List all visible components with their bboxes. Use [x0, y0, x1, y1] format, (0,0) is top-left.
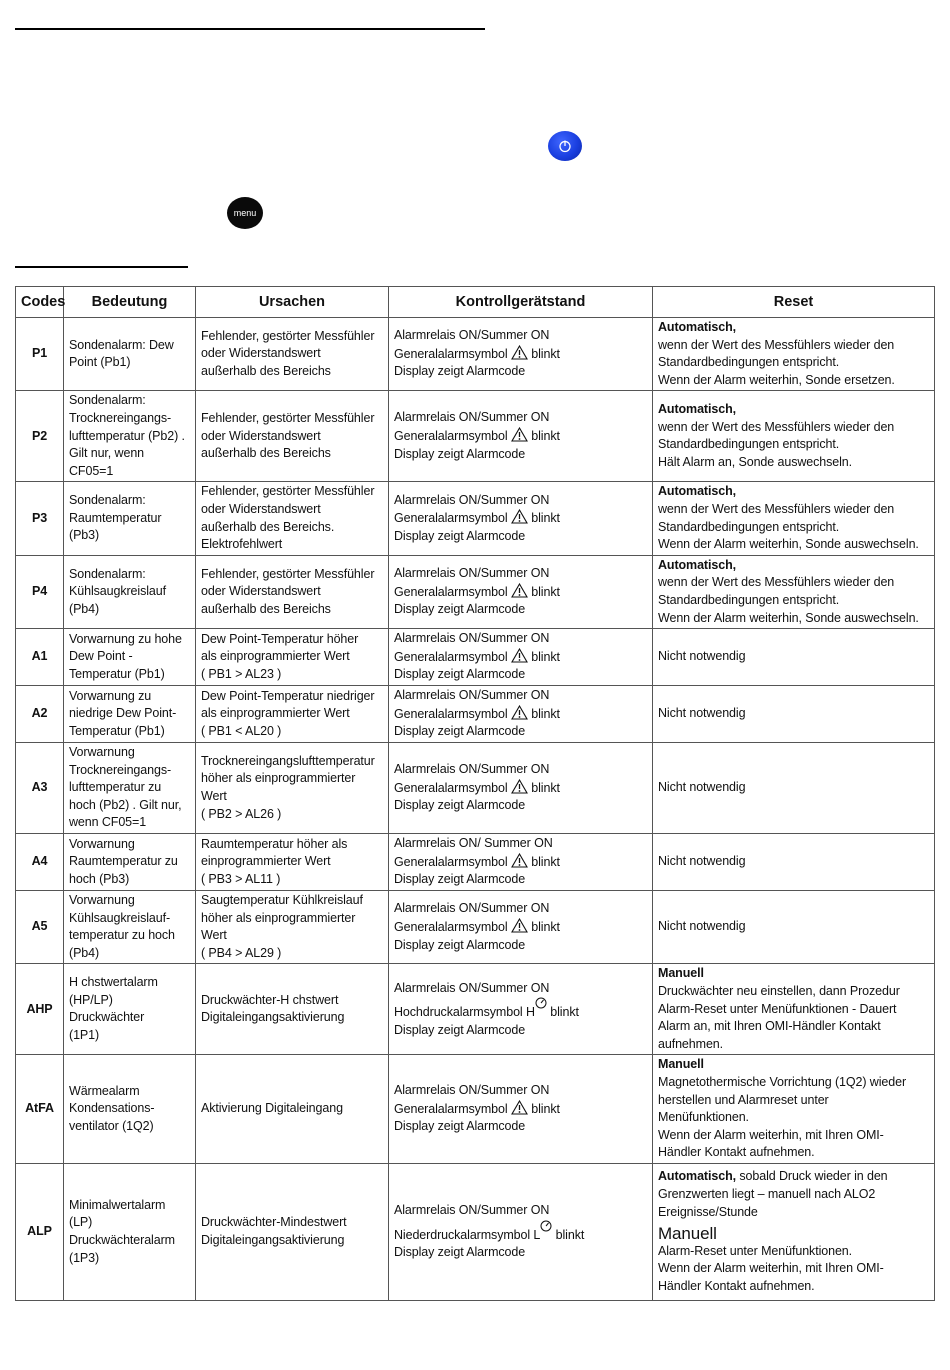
cause-line: Raumtemperatur höher als: [201, 836, 348, 851]
status-symbol-line: [394, 779, 647, 798]
reset-line: wenn der Wert des Messfühlers wieder den: [658, 501, 895, 516]
header-kontrollgeraetstand: Kontrollgerätstand: [389, 287, 653, 318]
code-cell: A4: [16, 834, 64, 891]
meaning-line: CF05=1: [69, 463, 114, 478]
reset-line: wenn der Wert des Messfühlers wieder den: [658, 337, 895, 352]
cause-line: Dew Point-Temperatur niedriger: [201, 688, 375, 703]
reset-head: Manuell: [658, 1057, 704, 1072]
cause-line: ( PB1 > AL23 ): [201, 666, 282, 681]
cause-line: Fehlender, gestörter Messfühler: [201, 566, 375, 581]
causes-cell: [196, 555, 389, 628]
meaning-line: Temperatur (Pb1): [69, 666, 165, 681]
reset-cell: [653, 891, 935, 964]
meaning-line: (HP/LP): [69, 992, 113, 1007]
reset-cell: [653, 834, 935, 891]
cause-line: Digitaleingangsaktivierung: [201, 1232, 345, 1247]
meaning-cell: [64, 686, 196, 743]
meaning-line: Vorwarnung: [69, 745, 135, 760]
table-row: [16, 482, 935, 555]
reset-cell: [653, 686, 935, 743]
meaning-cell: [64, 629, 196, 686]
cause-line: ( PB2 > AL26 ): [201, 806, 282, 821]
table-row: [16, 743, 935, 834]
status-symbol-line: [394, 705, 647, 724]
meaning-line: (Pb4): [69, 945, 100, 960]
cause-line: oder Widerstandswert: [201, 428, 321, 443]
status-blink-text: blinkt: [527, 584, 560, 599]
status-line: Display zeigt Alarmcode: [394, 528, 526, 543]
reset-text: Nicht notwendig: [658, 706, 746, 721]
table-row: [16, 964, 935, 1055]
causes-cell: [196, 891, 389, 964]
status-line: Display zeigt Alarmcode: [394, 667, 526, 682]
status-cell: [389, 834, 653, 891]
cause-line: Elektrofehlwert: [201, 537, 283, 552]
reset-line: Grenzwerten liegt – manuell nach ALO2: [658, 1186, 876, 1201]
status-line: Display zeigt Alarmcode: [394, 602, 526, 617]
status-line: Alarmrelais ON/Summer ON: [394, 1083, 550, 1098]
reset-cell: [653, 1055, 935, 1164]
reset-manual-heading: Manuell: [658, 1224, 717, 1244]
table-header-row: [16, 287, 935, 318]
table-row: [16, 391, 935, 482]
meaning-line: Vorwarnung: [69, 893, 135, 908]
meaning-line: (Pb3): [69, 528, 100, 543]
power-icon: [548, 131, 582, 161]
causes-cell: [196, 391, 389, 482]
cause-line: außerhalb des Bereichs: [201, 446, 331, 461]
meaning-line: temperatur zu hoch: [69, 928, 175, 943]
status-cell: [389, 891, 653, 964]
status-line: Alarmrelais ON/Summer ON: [394, 901, 550, 916]
status-line: Alarmrelais ON/Summer ON: [394, 1203, 550, 1218]
status-blink-text: blinkt: [527, 511, 560, 526]
reset-text: Nicht notwendig: [658, 780, 746, 795]
cause-line: ( PB1 < AL20 ): [201, 723, 282, 738]
cause-line: oder Widerstandswert: [201, 501, 321, 516]
meaning-line: Kühlsaugkreislauf-: [69, 910, 171, 925]
meaning-cell: [64, 555, 196, 628]
status-blink-text: blinkt: [552, 1227, 585, 1242]
meaning-cell: [64, 743, 196, 834]
status-line: Display zeigt Alarmcode: [394, 364, 526, 379]
reset-head: Automatisch,: [658, 484, 736, 499]
meaning-cell: [64, 391, 196, 482]
meaning-line: hoch (Pb3): [69, 871, 130, 886]
meaning-cell: [64, 318, 196, 391]
status-cell: [389, 555, 653, 628]
status-line: Alarmrelais ON/Summer ON: [394, 762, 550, 777]
cause-line: Fehlender, gestörter Messfühler: [201, 328, 375, 343]
cause-line: einprogrammierter Wert: [201, 854, 331, 869]
reset-head: Automatisch,: [658, 1169, 736, 1184]
causes-cell: [196, 834, 389, 891]
reset-cell: [653, 555, 935, 628]
meaning-line: Druckwächter: [69, 1010, 145, 1025]
cause-line: ( PB4 > AL29 ): [201, 945, 282, 960]
status-line: Alarmrelais ON/Summer ON: [394, 566, 550, 581]
status-line: Alarmrelais ON/Summer ON: [394, 980, 550, 995]
table-row: [16, 686, 935, 743]
status-symbol-text: Generalalarmsymbol: [394, 780, 511, 795]
code-cell: A5: [16, 891, 64, 964]
reset-line: wenn der Wert des Messfühlers wieder den: [658, 575, 895, 590]
meaning-line: Minimalwertalarm: [69, 1197, 166, 1212]
reset-cell: [653, 1163, 935, 1300]
pressure-gauge-icon: [535, 997, 547, 1010]
reset-head: Automatisch,: [658, 402, 736, 417]
reset-line: Ereignisse/Stunde: [658, 1204, 758, 1219]
warning-triangle-icon: [511, 779, 528, 794]
warning-triangle-icon: [511, 509, 528, 524]
warning-triangle-icon: [511, 648, 528, 663]
reset-line: wenn der Wert des Messfühlers wieder den: [658, 419, 895, 434]
meaning-line: Druckwächteralarm: [69, 1232, 175, 1247]
cause-line: Wert: [201, 928, 227, 943]
status-symbol-text: Generalalarmsymbol: [394, 511, 511, 526]
status-blink-text: blinkt: [527, 706, 560, 721]
reset-cell: [653, 629, 935, 686]
reset-line: Wenn der Alarm weiterhin, Sonde auswechseln.: [658, 610, 919, 625]
reset-line: Wenn der Alarm weiterhin, mit Ihren OMI-: [658, 1127, 884, 1142]
reset-head: Automatisch,: [658, 320, 736, 334]
table-row: [16, 629, 935, 686]
cause-line: oder Widerstandswert: [201, 584, 321, 599]
menu-icon: [227, 197, 263, 229]
status-line: Display zeigt Alarmcode: [394, 724, 526, 739]
cause-line: als einprogrammierter Wert: [201, 706, 350, 721]
meaning-line: Kühlsaugkreislauf: [69, 584, 166, 599]
meaning-line: Sondenalarm:: [69, 493, 146, 508]
cause-line: Trocknereingangslufttemperatur: [201, 753, 375, 768]
status-symbol-text: Hochdruckalarmsymbol H: [394, 1005, 535, 1020]
status-line: Display zeigt Alarmcode: [394, 937, 526, 952]
meaning-line: Trocknereingangs-: [69, 762, 172, 777]
status-line: Display zeigt Alarmcode: [394, 1119, 526, 1134]
reset-line: Menüfunktionen.: [658, 1110, 749, 1125]
status-line: Alarmrelais ON/Summer ON: [394, 631, 550, 646]
meaning-line: Trocknereingangs-: [69, 410, 172, 425]
cause-line: außerhalb des Bereichs: [201, 363, 331, 378]
cause-line: als einprogrammierter Wert: [201, 649, 350, 664]
reset-line: Wenn der Alarm weiterhin, Sonde auswechseln.: [658, 537, 919, 552]
warning-triangle-icon: [511, 1100, 528, 1115]
reset-head-line: [658, 1168, 929, 1186]
meaning-line: Temperatur (Pb1): [69, 723, 165, 738]
status-symbol-line: [394, 1100, 647, 1119]
meaning-line: Point (Pb1): [69, 355, 131, 370]
alarm-codes-table: [15, 286, 935, 1301]
code-cell: P1: [16, 318, 64, 391]
meaning-line: Raumtemperatur: [69, 510, 162, 525]
status-symbol-text: Generalalarmsymbol: [394, 706, 511, 721]
cause-line: oder Widerstandswert: [201, 346, 321, 361]
meaning-line: Raumtemperatur zu: [69, 854, 178, 869]
status-symbol-text: Generalalarmsymbol: [394, 854, 511, 869]
causes-cell: [196, 964, 389, 1055]
cause-line: Saugtemperatur Kühlkreislauf: [201, 893, 363, 908]
status-symbol-text: Niederdruckalarmsymbol L: [394, 1227, 541, 1242]
reset-cell: [653, 318, 935, 391]
causes-cell: [196, 743, 389, 834]
code-cell: A3: [16, 743, 64, 834]
cause-line: höher als einprogrammierter: [201, 910, 356, 925]
meaning-line: ventilator (1Q2): [69, 1118, 154, 1133]
status-cell: [389, 629, 653, 686]
table-row: [16, 318, 935, 391]
status-cell: [389, 1163, 653, 1300]
cause-line: Druckwächter-H chstwert: [201, 992, 339, 1007]
cause-line: Fehlender, gestörter Messfühler: [201, 410, 375, 425]
cause-line: außerhalb des Bereichs: [201, 601, 331, 616]
meaning-line: Vorwarnung zu: [69, 688, 152, 703]
warning-triangle-icon: [511, 918, 528, 933]
meaning-line: (1P3): [69, 1250, 100, 1265]
status-symbol-line: [394, 1220, 647, 1245]
meaning-line: Sondenalarm:: [69, 393, 146, 408]
meaning-line: Vorwarnung: [69, 836, 135, 851]
status-blink-text: blinkt: [527, 854, 560, 869]
causes-cell: [196, 1163, 389, 1300]
status-symbol-text: Generalalarmsymbol: [394, 1101, 511, 1116]
meaning-line: niedrige Dew Point-: [69, 706, 177, 721]
meaning-cell: [64, 964, 196, 1055]
reset-line: Standardbedingungen entspricht.: [658, 592, 840, 607]
status-line: Alarmrelais ON/Summer ON: [394, 410, 550, 425]
status-blink-text: blinkt: [527, 1101, 560, 1116]
meaning-line: lufttemperatur (Pb2) .: [69, 428, 185, 443]
code-cell: P3: [16, 482, 64, 555]
cause-line: Digitaleingangsaktivierung: [201, 1010, 345, 1025]
code-cell: P2: [16, 391, 64, 482]
meaning-line: (Pb4): [69, 601, 100, 616]
status-blink-text: blinkt: [527, 919, 560, 934]
status-symbol-line: [394, 648, 647, 667]
menu-icon-label: menu: [233, 208, 257, 218]
cause-line: höher als einprogrammierter: [201, 771, 356, 786]
status-symbol-line: [394, 918, 647, 937]
table-row: [16, 891, 935, 964]
status-cell: [389, 1055, 653, 1164]
cause-line: Wert: [201, 789, 227, 804]
warning-triangle-icon: [511, 345, 528, 360]
code-cell: A1: [16, 629, 64, 686]
reset-text: Nicht notwendig: [658, 919, 746, 934]
top-rule: [15, 28, 485, 30]
meaning-line: wenn CF05=1: [69, 815, 147, 830]
reset-line: Standardbedingungen entspricht.: [658, 519, 840, 534]
status-blink-text: blinkt: [546, 1005, 579, 1020]
header-bedeutung: Bedeutung: [64, 287, 196, 318]
header-reset: Reset: [653, 287, 935, 318]
reset-line: Händler Kontakt aufnehmen.: [658, 1145, 815, 1160]
header-codes: Codes: [16, 287, 64, 318]
causes-cell: [196, 318, 389, 391]
reset-head: Manuell: [658, 966, 704, 981]
cause-line: Fehlender, gestörter Messfühler: [201, 484, 375, 499]
warning-triangle-icon: [511, 583, 528, 598]
cause-line: außerhalb des Bereichs.: [201, 519, 335, 534]
status-line: Display zeigt Alarmcode: [394, 872, 526, 887]
cause-line: ( PB3 > AL11 ): [201, 871, 281, 886]
table-row: [16, 1055, 935, 1164]
warning-triangle-icon: [511, 705, 528, 720]
meaning-line: Dew Point -: [69, 649, 133, 664]
meaning-line: Wärmealarm: [69, 1083, 140, 1098]
meaning-cell: [64, 891, 196, 964]
reset-line: Händler Kontakt aufnehmen.: [658, 1278, 815, 1293]
reset-line: Alarm-Reset unter Menüfunktionen - Dauert: [658, 1001, 897, 1016]
meaning-line: (LP): [69, 1215, 93, 1230]
section-rule: [15, 266, 188, 268]
reset-line: aufnehmen.: [658, 1036, 724, 1051]
causes-cell: [196, 686, 389, 743]
code-cell: P4: [16, 555, 64, 628]
causes-cell: [196, 482, 389, 555]
status-line: Alarmrelais ON/Summer ON: [394, 328, 550, 343]
status-blink-text: blinkt: [527, 780, 560, 795]
status-line: Alarmrelais ON/Summer ON: [394, 492, 550, 507]
status-cell: [389, 391, 653, 482]
code-cell: AtFA: [16, 1055, 64, 1164]
meaning-cell: [64, 1055, 196, 1164]
status-symbol-text: Generalalarmsymbol: [394, 584, 511, 599]
table-row: [16, 834, 935, 891]
meaning-line: Kondensations-: [69, 1101, 155, 1116]
cause-line: Aktivierung Digitaleingang: [201, 1101, 343, 1116]
reset-head: Automatisch,: [658, 557, 736, 572]
status-blink-text: blinkt: [527, 429, 560, 444]
status-cell: [389, 482, 653, 555]
meaning-cell: [64, 482, 196, 555]
status-symbol-text: Generalalarmsymbol: [394, 346, 511, 361]
reset-line: Druckwächter neu einstellen, dann Prozedur: [658, 984, 900, 999]
status-cell: [389, 743, 653, 834]
reset-text: Nicht notwendig: [658, 649, 746, 664]
status-symbol-line: [394, 583, 647, 602]
reset-line: Alarm an, mit Ihren OMI-Händler Kontakt: [658, 1019, 881, 1034]
reset-line: Wenn der Alarm weiterhin, Sonde ersetzen.: [658, 372, 895, 387]
status-line: Alarmrelais ON/ Summer ON: [394, 836, 553, 851]
status-line: Display zeigt Alarmcode: [394, 798, 526, 813]
reset-text: Nicht notwendig: [658, 854, 746, 869]
meaning-line: Vorwarnung zu hohe: [69, 631, 182, 646]
status-symbol-line: [394, 997, 647, 1022]
status-cell: [389, 964, 653, 1055]
meaning-line: hoch (Pb2) . Gilt nur,: [69, 797, 182, 812]
reset-head-tail: sobald Druck wieder in den: [735, 1169, 888, 1184]
meaning-line: (1P1): [69, 1028, 100, 1043]
status-symbol-text: Generalalarmsymbol: [394, 649, 511, 664]
code-cell: ALP: [16, 1163, 64, 1300]
reset-line: Alarm-Reset unter Menüfunktionen.: [658, 1243, 853, 1258]
cause-line: Dew Point-Temperatur höher: [201, 631, 359, 646]
status-line: Display zeigt Alarmcode: [394, 1022, 526, 1037]
reset-line: herstellen und Alarmreset unter: [658, 1092, 829, 1107]
reset-line: Wenn der Alarm weiterhin, mit Ihren OMI-: [658, 1261, 884, 1276]
table-row: [16, 1163, 935, 1300]
meaning-cell: [64, 1163, 196, 1300]
status-cell: [389, 686, 653, 743]
status-line: Alarmrelais ON/Summer ON: [394, 688, 550, 703]
status-symbol-text: Generalalarmsymbol: [394, 919, 511, 934]
table-row: [16, 555, 935, 628]
status-blink-text: blinkt: [527, 346, 560, 361]
reset-cell: [653, 391, 935, 482]
pressure-gauge-icon: [540, 1220, 552, 1233]
meaning-cell: [64, 834, 196, 891]
status-line: Display zeigt Alarmcode: [394, 1245, 526, 1260]
code-cell: A2: [16, 686, 64, 743]
meaning-line: Sondenalarm:: [69, 566, 146, 581]
reset-line: Standardbedingungen entspricht.: [658, 437, 840, 452]
code-cell: AHP: [16, 964, 64, 1055]
warning-triangle-icon: [511, 427, 528, 442]
status-symbol-line: [394, 853, 647, 872]
status-blink-text: blinkt: [527, 649, 560, 664]
warning-triangle-icon: [511, 853, 528, 868]
reset-cell: [653, 743, 935, 834]
header-ursachen: Ursachen: [196, 287, 389, 318]
meaning-line: Sondenalarm: Dew: [69, 337, 174, 352]
status-symbol-line: [394, 509, 647, 528]
cause-line: Druckwächter-Mindestwert: [201, 1215, 347, 1230]
meaning-line: H chstwertalarm: [69, 975, 158, 990]
status-symbol-line: [394, 345, 647, 364]
status-cell: [389, 318, 653, 391]
causes-cell: [196, 1055, 389, 1164]
reset-line: Hält Alarm an, Sonde auswechseln.: [658, 454, 853, 469]
status-symbol-line: [394, 427, 647, 446]
status-symbol-text: Generalalarmsymbol: [394, 429, 511, 444]
reset-cell: [653, 482, 935, 555]
reset-cell: [653, 964, 935, 1055]
causes-cell: [196, 629, 389, 686]
status-line: Display zeigt Alarmcode: [394, 446, 526, 461]
reset-line: Magnetothermische Vorrichtung (1Q2) wieder: [658, 1075, 907, 1089]
reset-line: Standardbedingungen entspricht.: [658, 355, 840, 370]
meaning-line: Gilt nur, wenn: [69, 446, 145, 461]
meaning-line: lufttemperatur zu: [69, 780, 162, 795]
